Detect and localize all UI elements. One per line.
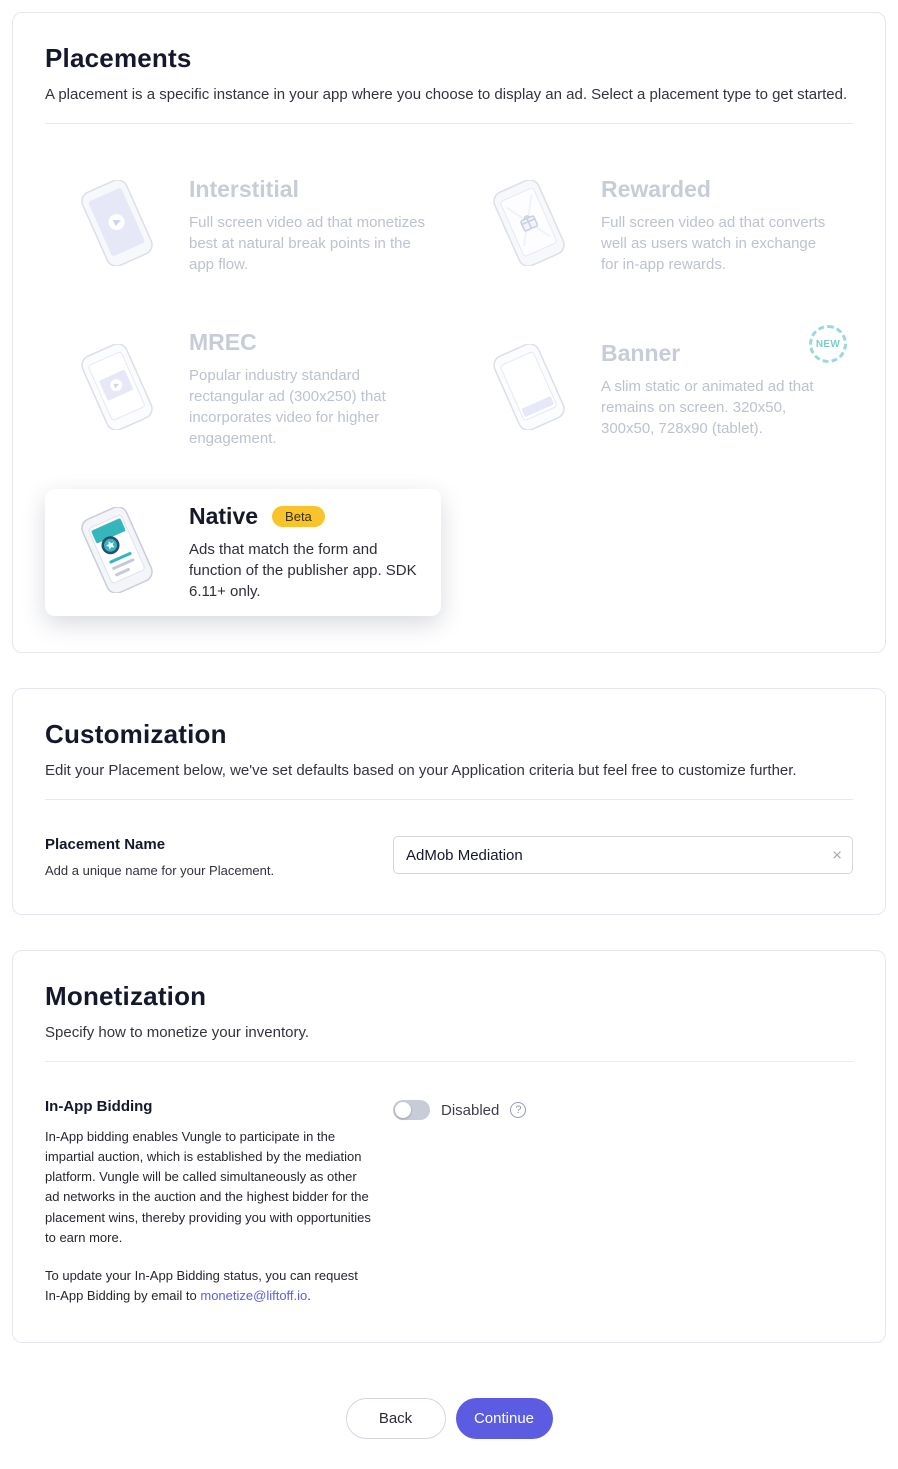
native-phone-icon bbox=[61, 507, 173, 598]
beta-badge: Beta bbox=[272, 506, 325, 528]
placement-type-name: MREC bbox=[189, 329, 257, 355]
placement-name-field-col bbox=[393, 836, 853, 878]
customization-subtitle: Edit your Placement below, we've set defaults based on your Application criteria but feel free to customize further. bbox=[45, 762, 797, 779]
in-app-bidding-label: In-App Bidding bbox=[45, 1098, 153, 1115]
placement-type-description: A slim static or animated ad that remains on screen. 320x50, 300x50, 728x90 (tablet). bbox=[601, 377, 814, 437]
placement-type-name: Banner bbox=[601, 339, 681, 366]
placement-type-description: Popular industry standard rectangular ad (300x250) that incorporates video for higher engagement. bbox=[189, 367, 386, 447]
back-button[interactable]: Back bbox=[346, 1398, 446, 1439]
placement-name-input-wrap bbox=[393, 836, 853, 874]
customization-title: Customization bbox=[45, 719, 227, 749]
placement-name-label: Placement Name bbox=[45, 836, 166, 853]
in-app-bidding-field-col bbox=[393, 1098, 853, 1306]
grid-spacer bbox=[457, 489, 853, 616]
in-app-bidding-row bbox=[45, 1088, 853, 1306]
placement-type-description: Ads that match the form and function of the publisher app. SDK 6.11+ only. bbox=[189, 541, 417, 600]
placement-type-text bbox=[189, 176, 425, 275]
placement-type-title bbox=[189, 503, 425, 530]
monetization-title: Monetization bbox=[45, 981, 207, 1011]
in-app-bidding-note-suffix: . bbox=[307, 1287, 311, 1303]
banner-phone-icon bbox=[473, 344, 585, 435]
placement-type-banner[interactable] bbox=[457, 315, 853, 463]
in-app-bidding-note bbox=[45, 1266, 373, 1306]
monetize-email-link[interactable]: monetize@liftoff.io bbox=[200, 1287, 308, 1303]
placements-subtitle: A placement is a specific instance in your app where you choose to display an ad. Select a placement type to get started. bbox=[45, 86, 848, 103]
placement-type-mrec[interactable] bbox=[45, 315, 441, 463]
footer-actions bbox=[12, 1378, 886, 1469]
placements-card bbox=[12, 12, 886, 653]
mrec-phone-icon bbox=[61, 344, 173, 435]
divider bbox=[45, 123, 853, 124]
placement-type-text bbox=[189, 503, 425, 602]
divider bbox=[45, 1061, 853, 1062]
placements-title: Placements bbox=[45, 43, 192, 73]
placement-name-helper: Add a unique name for your Placement. bbox=[45, 863, 275, 878]
placement-type-name: Native bbox=[189, 503, 259, 529]
in-app-bidding-note-text: To update your In-App Bidding status, you can request In-App Bidding by email to bbox=[45, 1267, 358, 1303]
in-app-bidding-description: In-App bidding enables Vungle to participate in the impartial auction, which is established by the mediation platform. Vungle will be called simultaneously as other ad networks in the auction and the highest bidder for the placement wins, thereby providing you with opportunities to earn more. bbox=[45, 1129, 371, 1245]
in-app-bidding-toggle[interactable] bbox=[393, 1100, 430, 1120]
in-app-bidding-status: Disabled bbox=[441, 1101, 500, 1119]
placement-type-text bbox=[601, 176, 837, 275]
placement-name-row bbox=[45, 826, 853, 878]
placement-type-native[interactable] bbox=[45, 489, 441, 616]
monetization-card bbox=[12, 950, 886, 1343]
placement-type-grid bbox=[45, 150, 853, 616]
placement-type-name: Rewarded bbox=[601, 176, 711, 202]
placement-type-name: Interstitial bbox=[189, 176, 299, 202]
new-badge: NEW bbox=[809, 325, 847, 363]
placement-type-text bbox=[189, 329, 425, 449]
placement-name-input[interactable] bbox=[393, 836, 853, 874]
toggle-knob bbox=[395, 1102, 411, 1118]
placement-name-label-col bbox=[45, 836, 393, 878]
continue-button[interactable]: Continue bbox=[456, 1398, 553, 1439]
interstitial-phone-icon bbox=[61, 180, 173, 271]
placement-type-interstitial[interactable] bbox=[45, 162, 441, 289]
placement-type-rewarded[interactable] bbox=[457, 162, 853, 289]
customization-card bbox=[12, 688, 886, 915]
placement-type-description: Full screen video ad that monetizes best at natural break points in the app flow. bbox=[189, 214, 425, 273]
placement-type-description: Full screen video ad that converts well as users watch in exchange for in-app rewards. bbox=[601, 214, 826, 273]
monetization-subtitle: Specify how to monetize your inventory. bbox=[45, 1024, 310, 1041]
placement-type-title bbox=[189, 329, 425, 356]
help-icon[interactable]: ? bbox=[510, 1102, 526, 1118]
rewarded-phone-icon bbox=[473, 180, 585, 271]
divider bbox=[45, 799, 853, 800]
in-app-bidding-label-col bbox=[45, 1098, 393, 1306]
placement-type-text bbox=[601, 340, 837, 439]
placement-type-title bbox=[189, 176, 425, 203]
in-app-bidding-toggle-row bbox=[393, 1098, 853, 1120]
clear-input-icon[interactable]: × bbox=[832, 845, 842, 865]
placement-type-title bbox=[601, 340, 837, 367]
placement-type-title bbox=[601, 176, 837, 203]
